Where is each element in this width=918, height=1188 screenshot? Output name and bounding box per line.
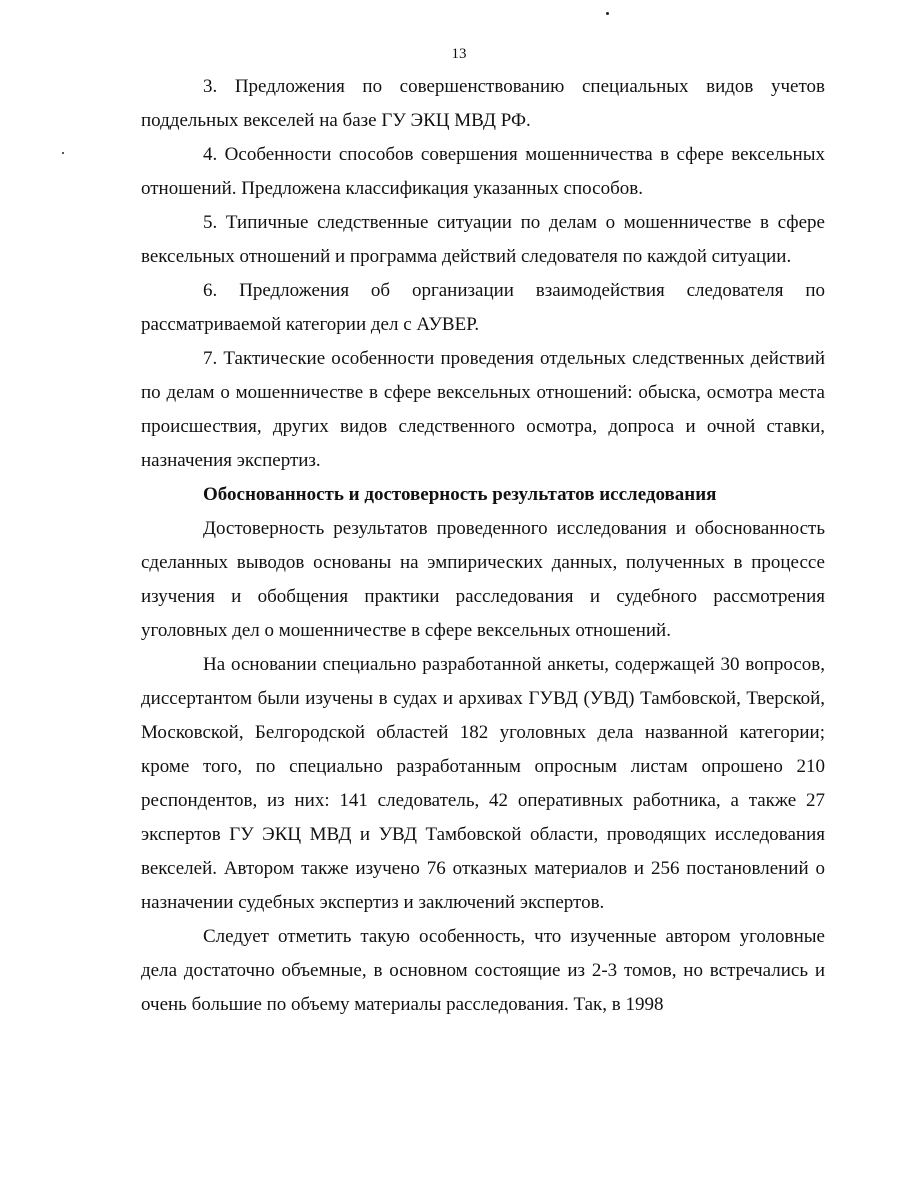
paragraph: Достоверность результатов проведенного исследования и обоснованность сделанных выводов основаны на эмпирических данных, полученных в процессе изучения и обобщения практики расследования и судебного рассмотрения уголовных дел о мошенничестве в сфере вексельных отношений.	[141, 518, 825, 641]
list-item: 3. Предложения по совершенствованию специальных видов учетов поддельных векселей на базе ГУ ЭКЦ МВД РФ.	[141, 76, 825, 131]
list-item: 7. Тактические особенности проведения отдельных следственных действий по делам о мошенничестве в сфере вексельных отношений: обыска, осмотра места происшествия, других видов следственного осмотра, допроса и очной ставки, назначения экспертиз.	[141, 348, 825, 471]
scan-speck	[62, 152, 64, 154]
section-heading: Обоснованность и достоверность результатов исследования	[203, 484, 717, 505]
paragraph: Следует отметить такую особенность, что изученные автором уголовные дела достаточно объемные, в основном состоящие из 2-3 томов, но встречались и очень большие по объему материалы расследования. Так, в 1998	[141, 926, 825, 1015]
list-item: 6. Предложения об организации взаимодействия следователя по рассматриваемой категории дел с АУВЕР.	[141, 280, 825, 335]
list-item: 5. Типичные следственные ситуации по делам о мошенничестве в сфере вексельных отношений и программа действий следователя по каждой ситуации.	[141, 212, 825, 267]
page-number: 13	[451, 46, 467, 62]
paragraph: На основании специально разработанной анкеты, содержащей 30 вопросов, диссертантом были изучены в судах и архивах ГУВД (УВД) Тамбовской, Тверской, Московской, Белгородской областей 182 уголовных дела названной категории; кроме того, по специально разработанным опросным листам опрошено 210 респондентов, из них: 141 следователь, 42 оперативных работника, а также 27 экспертов ГУ ЭКЦ МВД и УВД Тамбовской области, проводящих исследования векселей. Автором также изучено 76 отказных материалов и 256 постановлений о назначении судебных экспертиз и заключений экспертов.	[141, 654, 825, 913]
body-text	[141, 70, 825, 1022]
scan-speck	[606, 12, 609, 15]
list-item: 4. Особенности способов совершения мошенничества в сфере вексельных отношений. Предложена классификация указанных способов.	[141, 144, 825, 199]
